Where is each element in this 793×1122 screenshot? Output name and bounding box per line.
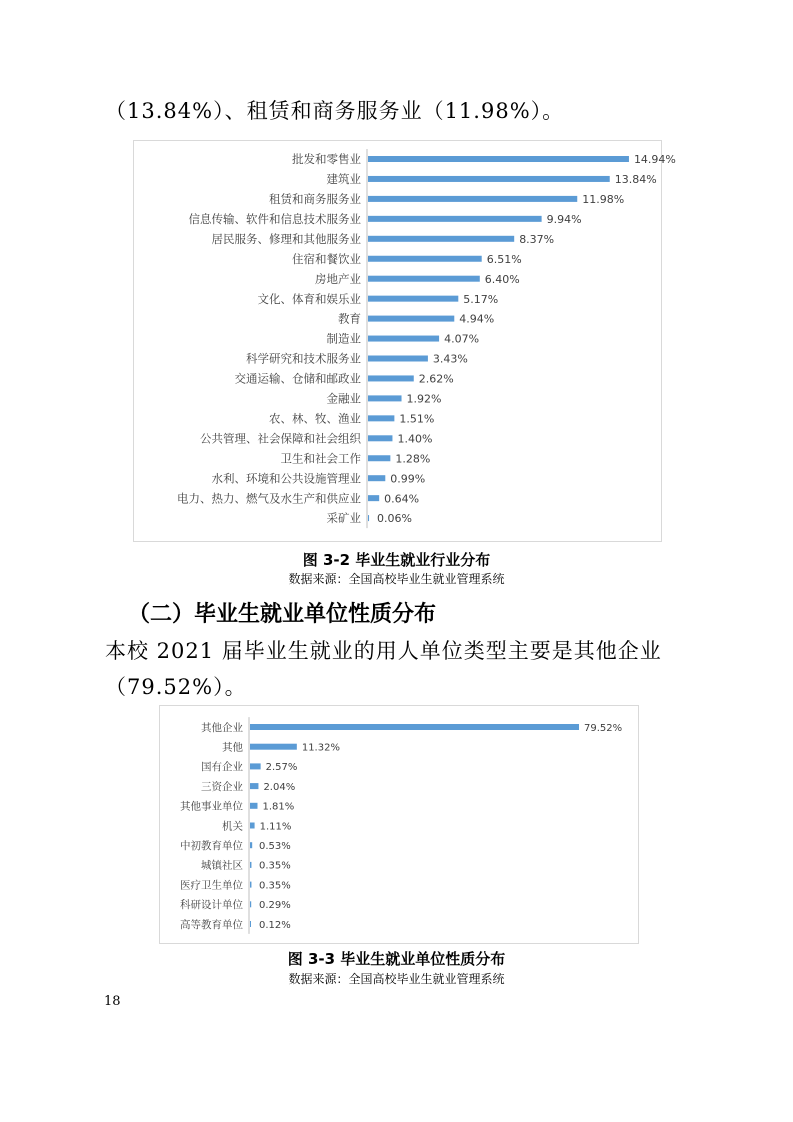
category-label: 电力、热力、燃气及水生产和供应业 — [177, 491, 361, 506]
bar — [368, 515, 369, 521]
bar — [368, 475, 385, 481]
bar — [250, 744, 297, 750]
bar — [368, 216, 542, 222]
data-label: 11.32% — [301, 742, 340, 754]
category-label: 水利、环境和公共设施管理业 — [211, 471, 361, 486]
bar — [250, 901, 251, 907]
data-label: 4.94% — [459, 312, 495, 326]
section-paragraph-line2: （79.52%）。 — [105, 675, 247, 699]
bar — [250, 842, 252, 848]
bar — [250, 763, 261, 769]
page-number: 18 — [104, 994, 121, 1009]
industry-chart-frame — [133, 140, 676, 542]
data-label: 0.12% — [259, 919, 291, 931]
bar — [368, 176, 610, 182]
figure2-source: 数据来源：全国高校毕业生就业管理系统 — [288, 972, 505, 986]
category-label: 国有企业 — [201, 761, 243, 774]
category-label: 批发和零售业 — [292, 152, 361, 167]
data-label: 1.81% — [262, 801, 295, 813]
category-label: 住宿和餐饮业 — [292, 251, 361, 266]
bar — [368, 395, 402, 401]
employer-type-chart — [160, 706, 638, 943]
category-label: 中初教育单位 — [180, 839, 243, 852]
figure2-caption: 图 3-3 毕业生就业单位性质分布 — [287, 950, 506, 968]
category-label: 其他事业单位 — [180, 800, 243, 813]
bar — [368, 356, 428, 362]
bar — [368, 495, 379, 501]
data-label: 13.84% — [614, 173, 657, 187]
employer-type-chart-frame — [159, 705, 639, 944]
data-label: 1.51% — [399, 412, 435, 426]
bar — [250, 823, 255, 829]
category-label: 采矿业 — [326, 511, 361, 526]
bar — [368, 256, 482, 262]
data-label: 2.62% — [418, 372, 454, 386]
bar — [250, 882, 251, 888]
data-label: 1.40% — [397, 432, 433, 446]
category-label: 公共管理、社会保障和社会组织 — [200, 431, 361, 446]
category-label: 金融业 — [326, 391, 361, 406]
category-label: 其他 — [222, 741, 243, 754]
category-label: 农、林、牧、渔业 — [269, 411, 361, 426]
category-label: 房地产业 — [315, 271, 361, 286]
category-label: 卫生和社会工作 — [280, 451, 361, 466]
bar — [368, 435, 392, 441]
category-label: 其他企业 — [201, 721, 243, 734]
data-label: 0.53% — [259, 840, 291, 852]
bar — [368, 236, 514, 242]
section-heading: （二）毕业生就业单位性质分布 — [128, 602, 437, 627]
category-label: 高等教育单位 — [180, 918, 243, 931]
data-label: 79.52% — [584, 722, 623, 734]
data-label: 1.92% — [406, 392, 442, 406]
data-label: 4.07% — [444, 332, 480, 346]
bar — [368, 415, 394, 421]
data-label: 14.94% — [633, 153, 676, 167]
bar — [368, 296, 458, 302]
category-label: 信息传输、软件和信息技术服务业 — [188, 211, 361, 226]
data-label: 0.29% — [259, 900, 291, 912]
data-label: 1.28% — [395, 452, 431, 466]
data-label: 8.37% — [519, 232, 555, 246]
category-label: 居民服务、修理和其他服务业 — [211, 231, 361, 246]
data-label: 1.11% — [259, 821, 292, 833]
category-label: 租赁和商务服务业 — [269, 192, 361, 207]
industry-distribution-chart — [134, 141, 676, 541]
bar — [250, 921, 251, 927]
category-label: 制造业 — [326, 331, 361, 346]
bar — [368, 336, 439, 342]
category-label: 交通运输、仓储和邮政业 — [234, 371, 361, 386]
data-label: 6.51% — [486, 252, 522, 266]
bar — [250, 862, 251, 868]
category-label: 机关 — [222, 820, 243, 833]
bar — [250, 724, 579, 730]
category-label: 城镇社区 — [201, 859, 243, 872]
data-label: 11.98% — [582, 193, 625, 207]
bar — [368, 316, 454, 322]
category-label: 文化、体育和娱乐业 — [257, 291, 361, 306]
category-label: 建筑业 — [326, 172, 361, 187]
bar — [368, 196, 577, 202]
data-label: 2.57% — [265, 762, 298, 774]
data-label: 0.64% — [384, 492, 420, 506]
data-label: 0.06% — [377, 512, 412, 526]
category-label: 三资企业 — [201, 780, 243, 793]
data-label: 3.43% — [432, 352, 468, 366]
data-label: 2.04% — [263, 781, 296, 793]
data-label: 9.94% — [546, 212, 582, 226]
data-label: 6.40% — [484, 272, 520, 286]
section-paragraph-line1: 本校 2021 届毕业生就业的用人单位类型主要是其他企业 — [105, 639, 662, 663]
bar — [368, 375, 414, 381]
category-label: 医疗卫生单位 — [180, 879, 243, 892]
category-label: 科研设计单位 — [180, 899, 243, 912]
intro-line: （13.84%）、租赁和商务服务业（11.98%）。 — [105, 99, 565, 123]
data-label: 0.35% — [259, 880, 291, 892]
bar — [250, 783, 258, 789]
bar — [368, 156, 629, 162]
bar — [368, 455, 390, 461]
figure1-caption: 图 3-2 毕业生就业行业分布 — [302, 551, 491, 569]
bar — [250, 803, 257, 809]
data-label: 0.99% — [390, 472, 426, 486]
data-label: 0.35% — [259, 860, 291, 872]
bar — [368, 276, 480, 282]
category-label: 教育 — [338, 311, 361, 326]
figure1-source: 数据来源：全国高校毕业生就业管理系统 — [288, 572, 505, 586]
category-label: 科学研究和技术服务业 — [246, 351, 361, 366]
data-label: 5.17% — [463, 292, 499, 306]
